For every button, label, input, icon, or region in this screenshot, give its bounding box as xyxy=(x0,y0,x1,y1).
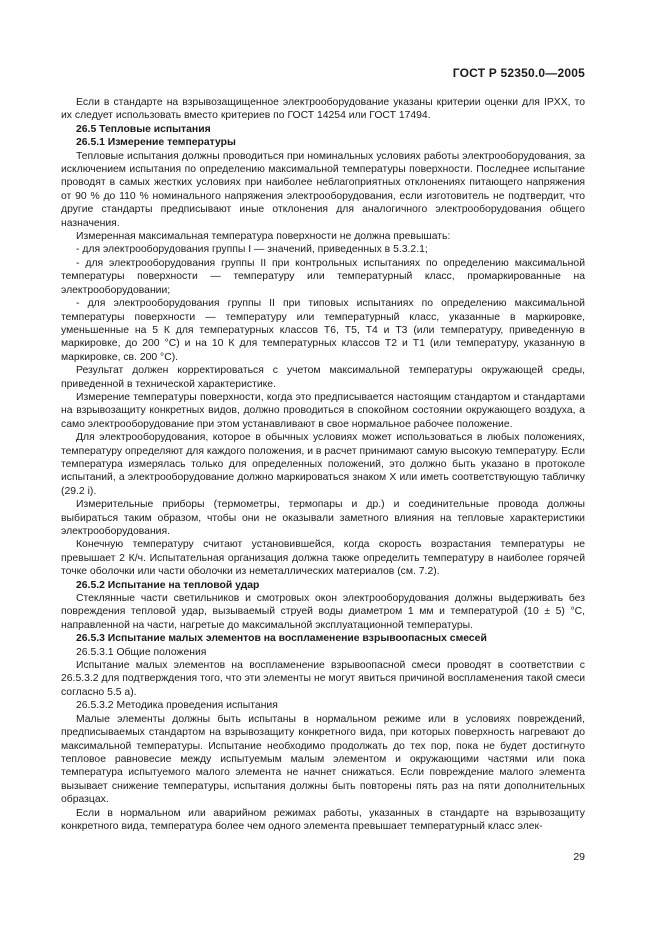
subsection-heading: 26.5.3.2 Методика проведения испытания xyxy=(76,700,278,712)
paragraph: Испытание малых элементов на воспламенение взрывоопасной смеси проводят в соответствии с 26.5.3.2 для подтверждения того, что эти элементы не могут явиться причиной воспламенения такой смеси согласно 5.5 а). xyxy=(61,660,585,698)
paragraph: Измеренная максимальная температура поверхности не должна превышать: xyxy=(76,231,451,243)
list-item: - для электрооборудования группы I — значений, приведенных в 5.3.2.1; xyxy=(76,244,428,256)
paragraph: Тепловые испытания должны проводиться при номинальных условиях работы электрооборудования, за исключением испытания по определению максимальной температуры поверхности. Последнее испытание проводят в самых жестких условиях при наиболее неблагоприятных отклонениях питающего напряжения от 90 % до 110 % номинального напряжения электрооборудования, если изготовитель не подтвердит, что другие стандарты предписывают иные отклонения для аналогичного электрооборудования общего назначения. xyxy=(61,150,585,229)
list-item: - для электрооборудования группы II при типовых испытаниях по определению максимальной температуры поверхности — температуру или температурный класс, указанные в маркировке, уменьшенные на 5 К для температурных классов Т6, Т5, Т4 и Т3 (или температуру, приведенную в маркировке, до 200 °С) и на 10 К для температурных классов Т2 и Т1 (или температуру, указанную в маркировке, св. 200 °С). xyxy=(61,298,585,363)
paragraph: Малые элементы должны быть испытаны в нормальном режиме или в условиях повреждений, предписываемых стандартом на взрывозащиту конкретного вида, при которых поверхность нагревают до максимальной температуры. Испытание необходимо продолжать до тех пор, пока не будет достигнуто тепловое равновесие между испытуемым малым элементом и окружающими частями или пока температура испытуемого малого элемента не начнет снижаться. Если повреждение малого элемента вызывает снижение температуры, испытания должны быть повторены пять раз на пяти дополнительных образцах. xyxy=(61,713,585,806)
paragraph: Стеклянные части светильников и смотровых окон электрооборудования должны выдерживать без повреждения тепловой удар, вызываемый струей воды диаметром 1 мм и температурой (10 ± 5) °С, направленной на части, нагретые до максимальной эксплуатационной температуры. xyxy=(61,593,585,631)
paragraph: Для электрооборудования, которое в обычных условиях может использоваться в любых положениях, температуру определяют для каждого положения, и в расчет принимают самую высокую температуру. Если температура измерялась только для определенных положений, это должно быть указано в протоколе испытаний, а электрооборудование должно маркироваться знаком X или иметь соответствующую табличку (29.2 i). xyxy=(61,432,585,497)
section-heading: 26.5.2 Испытание на тепловой удар xyxy=(76,579,260,591)
section-heading: 26.5.1 Измерение температуры xyxy=(76,137,236,149)
paragraph: Конечную температуру считают установившейся, когда скорость возрастания температуры не превышает 2 К/ч. Испытательная организация должна также определить температуру в наиболее горячей точке оболочки или части оболочки из неметаллических материалов (см. 7.2). xyxy=(61,539,585,578)
page-number: 29 xyxy=(573,851,585,863)
section-heading: 26.5 Тепловые испытания xyxy=(76,123,211,135)
list-item: - для электрооборудования группы II при контрольных испытаниях по определению максимальной температуры поверхности — температуру или температурный класс, промаркированные на электрооборудовании; xyxy=(61,257,585,296)
paragraph: Измерительные приборы (термометры, термопары и др.) и соединительные провода должны выбираться таким образом, чтобы они не оказывали заметного влияния на тепловые характеристики электрооборудования. xyxy=(61,499,585,537)
section-heading: 26.5.3 Испытание малых элементов на воспламенение взрывоопасных смесей xyxy=(76,633,487,645)
subsection-heading: 26.5.3.1 Общие положения xyxy=(76,646,207,658)
paragraph: Измерение температуры поверхности, когда это предписывается настоящим стандартом и стандартами на взрывозащиту конкретных видов, должно проводиться в спокойном состоянии окружающего воздуха, а само электрооборудование при этом устанавливают в свое нормальное рабочее положение. xyxy=(61,391,585,430)
document-header: ГОСТ Р 52350.0—2005 xyxy=(452,66,585,80)
paragraph: Результат должен корректироваться с учетом максимальной температуры окружающей среды, приведенной в технической характеристике. xyxy=(61,365,585,390)
paragraph: Если в нормальном или аварийном режимах работы, указанных в стандарте на взрывозащиту конкретного вида, температура более чем одного элемента превышает температурный класс элек- xyxy=(61,807,585,832)
body-text xyxy=(61,96,585,833)
paragraph: Если в стандарте на взрывозащищенное электрооборудование указаны критерии оценки для IPXX, то их следует использовать вместо критериев по ГОСТ 14254 или ГОСТ 17494. xyxy=(61,97,585,122)
